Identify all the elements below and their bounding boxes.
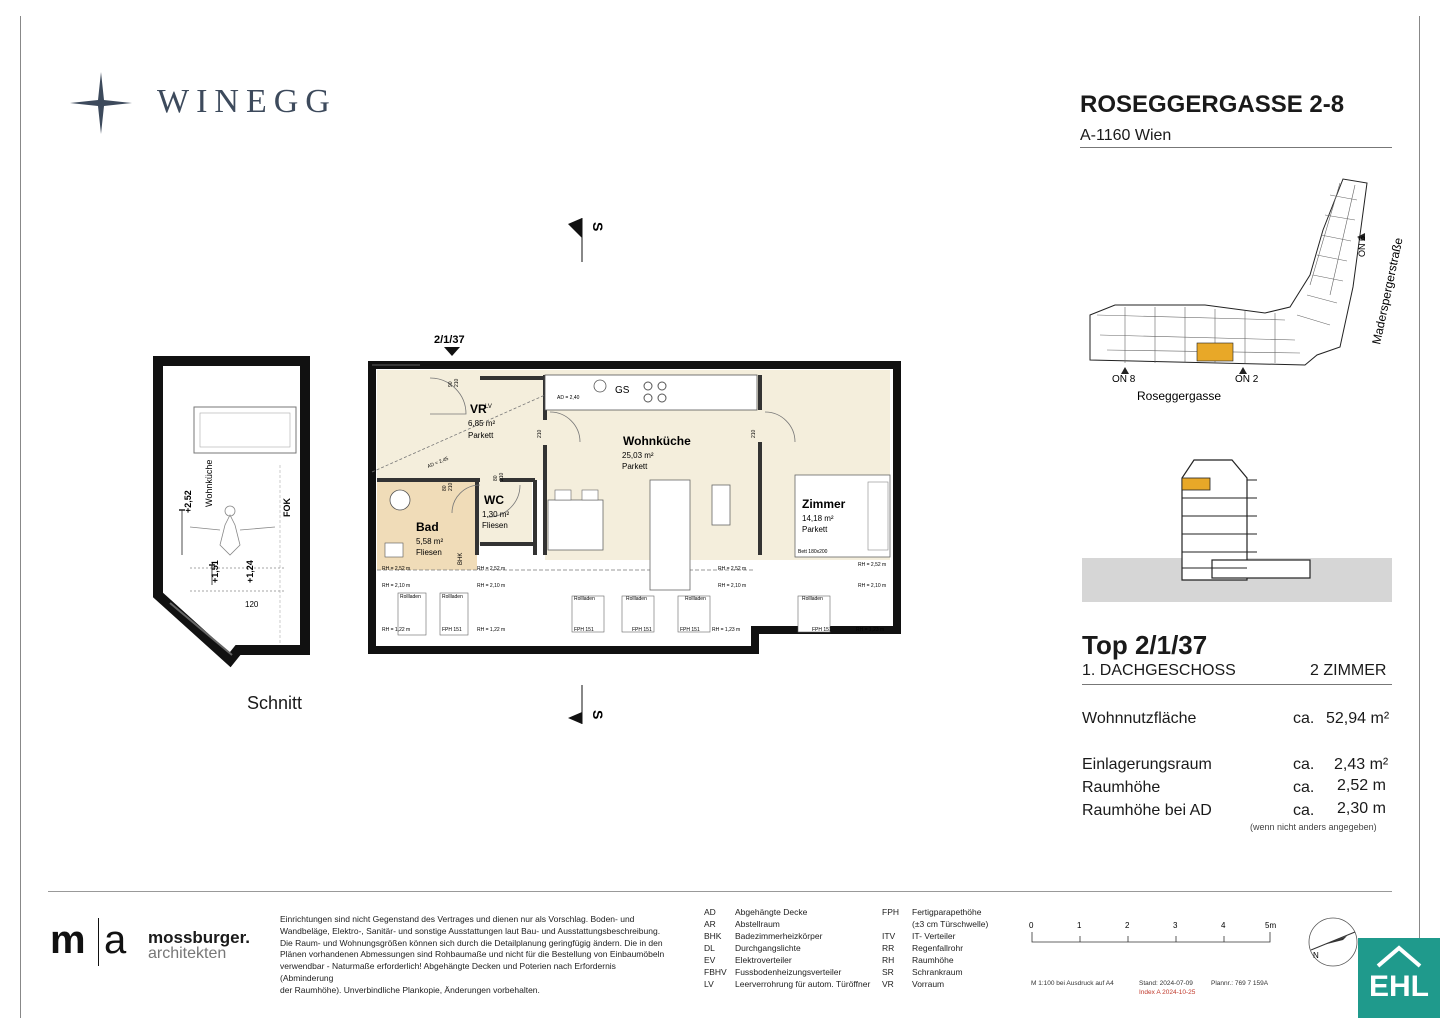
street-roseggergasse: Roseggergasse — [1137, 389, 1222, 403]
brand-name: WINEGG — [157, 83, 337, 120]
scale-bar — [1025, 918, 1285, 950]
legend-code: AD — [704, 907, 716, 917]
rh-123-kitchen: RH = 1,23 m — [712, 627, 741, 633]
unit-divider — [1082, 684, 1392, 685]
unit-highlight — [1197, 343, 1233, 361]
architect-logo-a: a — [104, 918, 127, 962]
legend-text: Regenfallrohr — [912, 943, 964, 953]
scale-tick: 0 — [1029, 921, 1034, 930]
legend-code: FPH — [882, 907, 899, 917]
section-h2: +1,51 — [210, 560, 220, 583]
unit-top: Top 2/1/37 — [1082, 630, 1208, 660]
rh-122-bad: RH = 1,22 m — [382, 627, 411, 633]
unit-section-highlight — [1182, 478, 1210, 490]
section-width: 120 — [245, 600, 259, 609]
section-fok: FOK — [282, 498, 292, 517]
door-vr-h: 210 — [454, 378, 460, 387]
room-wohnkueche-floor: Parkett — [622, 462, 648, 471]
row-value: 2,30 m — [1337, 800, 1386, 817]
legend-code: LV — [704, 979, 714, 989]
entrance-on8: ON 8 — [1112, 374, 1136, 385]
rh-210-wc: RH = 2,10 m — [477, 583, 506, 589]
plan-number: Plannr.: 769 7 159A — [1211, 980, 1269, 987]
scale-tick: 3 — [1173, 921, 1178, 930]
architect-logo-mark: m — [50, 918, 86, 962]
door-bad-w: 80 — [442, 485, 448, 491]
legend-text: Vorraum — [912, 979, 945, 989]
architect-logo-divider — [98, 918, 99, 966]
room-wc-name: WC — [484, 493, 504, 507]
rh-252-kitchen: RH = 2,52 m — [718, 566, 747, 572]
legend-code: RH — [882, 955, 895, 965]
brand-star-icon — [68, 70, 134, 136]
row-value: 2,52 m — [1337, 777, 1386, 794]
legend-code: RR — [882, 943, 895, 953]
rollladen-1: Rollladen — [400, 594, 421, 600]
kitchen-gs: GS — [615, 385, 630, 396]
architect-name: mossburger. — [148, 928, 251, 947]
legend-code: AR — [704, 919, 716, 929]
door-zimmer-h: 210 — [751, 429, 757, 438]
door-wc-h: 210 — [499, 472, 505, 481]
legend-code: EV — [704, 955, 716, 965]
house-icon — [1374, 944, 1424, 968]
door-kitchen-h: 210 — [537, 429, 543, 438]
disclaimer-line: Plänen vorhandenen Abmessungen sind Rohbaumaße und nicht für die Bestellung von Einbaumöbeln — [280, 949, 665, 960]
legend-text: Leerverrohrung für autom. Türöffner — [735, 979, 871, 989]
room-wc-area: 1,30 m² — [482, 510, 510, 519]
legend-right — [882, 906, 988, 990]
unit-note: (wenn nicht anders angegeben) — [1250, 822, 1377, 832]
section-marker-top: S — [590, 222, 606, 232]
rollladen-2: Rollladen — [442, 594, 463, 600]
floor-plan — [360, 210, 910, 730]
disclaimer-line: Die Raum- und Wohnungsgrößen können sich durch die Detailplanung geringfügig ändern. Die in den — [280, 937, 663, 948]
legend-text: Elektroverteiler — [735, 955, 792, 965]
legend-code: BHK — [704, 931, 722, 941]
row-label: Wohnnutzfläche — [1082, 710, 1197, 727]
legend-text: (±3 cm Türschwelle) — [912, 919, 989, 929]
scale-note: M 1:100 bei Ausdruck auf A4 — [1031, 980, 1114, 987]
row-ca: ca. — [1293, 779, 1315, 796]
fph-2: FPH 151 — [632, 627, 652, 633]
bed-label: Bett 180x200 — [798, 549, 828, 555]
fph-3: FPH 151 — [680, 627, 700, 633]
street-maderspergerstrasse: Maderspergerstraße — [1369, 236, 1406, 346]
legend-text: Abstellraum — [735, 919, 780, 929]
room-vr-name: VR — [470, 402, 487, 416]
scale-tick: 2 — [1125, 921, 1130, 930]
section-marker-bottom: S — [590, 710, 606, 720]
room-wc-floor: Fliesen — [482, 521, 508, 530]
door-vr-w: 90 — [448, 381, 454, 387]
rollladen-4: Rollladen — [626, 596, 647, 602]
room-bad-floor: Fliesen — [416, 548, 442, 557]
project-street: ROSEGGERGASSE 2-8 — [1080, 91, 1345, 118]
ad-245: AD = 2,45 — [426, 455, 450, 470]
disclaimer-line: verwendbar - Naturmaße erforderlich! Abgehängte Decken und Poterien nach Erfordernis (Abminderung — [280, 961, 616, 983]
section-drawing — [150, 355, 320, 675]
legend-code: SR — [882, 967, 894, 977]
section-title: Schnitt — [247, 693, 303, 713]
legend-code: VR — [882, 979, 894, 989]
door-bad-h: 210 — [448, 482, 454, 491]
rollladen-6: Rollladen — [802, 596, 823, 602]
row-ca: ca. — [1293, 710, 1315, 727]
rollladen-3: Rollladen — [574, 596, 595, 602]
legend-text: Fertigparapethöhe — [912, 907, 982, 917]
room-wohnkueche-name: Wohnküche — [623, 434, 691, 448]
row-value: 52,94 m² — [1326, 710, 1390, 727]
legend-code: FBHV — [704, 967, 727, 977]
room-vr-area: 6,85 m² — [468, 419, 496, 428]
rh-210-zimmer: RH = 2,10 m — [858, 583, 887, 589]
fph-zimmer: FPH 151 — [812, 627, 832, 633]
door-wc-w: 80 — [493, 475, 499, 481]
rh-123-zimmer: RH = 1,23 m — [856, 627, 885, 633]
lv-label: LV — [485, 404, 492, 410]
section-h3: +1,24 — [245, 560, 255, 583]
legend-text: Durchgangslichte — [735, 943, 801, 953]
rh-252-zimmer: RH = 2,52 m — [858, 562, 887, 568]
rh-122-wc: RH = 1,22 m — [477, 627, 506, 633]
ad-240: AD = 2,40 — [557, 395, 580, 401]
scale-tick: 4 — [1221, 921, 1226, 930]
fph-bad: FPH 151 — [442, 627, 462, 633]
unit-floor: 1. DACHGESCHOSS — [1082, 662, 1236, 679]
rh-210-kitchen: RH = 2,10 m — [718, 583, 747, 589]
north-label: N — [1313, 951, 1319, 960]
room-zimmer-floor: Parkett — [802, 525, 828, 534]
north-arrow-icon — [1303, 912, 1363, 972]
row-label: Raumhöhe — [1082, 779, 1161, 796]
room-bad-area: 5,58 m² — [416, 537, 444, 546]
room-zimmer-name: Zimmer — [802, 497, 846, 511]
row-label: Einlagerungsraum — [1082, 756, 1212, 773]
architect-sub: architekten — [148, 945, 227, 962]
room-wohnkueche-area: 25,03 m² — [622, 451, 654, 460]
row-value: 2,43 m² — [1334, 756, 1389, 773]
rh-252-bad: RH = 2,52 m — [382, 566, 411, 572]
bath-bhk: BHK — [458, 552, 464, 565]
entrance-on6: ON 6 — [1357, 235, 1367, 257]
fph-1: FPH 151 — [574, 627, 594, 633]
rollladen-5: Rollladen — [685, 596, 706, 602]
unit-rooms: 2 ZIMMER — [1310, 662, 1387, 679]
disclaimer-line: Einrichtungen sind nicht Gegenstand des Vertrages und dienen nur als Vorschlag. Boden- und — [280, 914, 635, 924]
footer-divider — [48, 891, 1392, 892]
legend-text: Fussbodenheizungsverteiler — [735, 967, 842, 977]
section-room: Wohnküche — [204, 459, 214, 507]
disclaimer-line: Wandbeläge, Elektro-, Sanitär- und sonstige Ausstattungen laut Bau- und Ausstattungsbeschreibung. — [280, 925, 661, 936]
legend-text: Schrankraum — [912, 967, 963, 977]
disclaimer-line: der Raumhöhe). Unverbindliche Plankopie, Änderungen vorbehalten. — [280, 984, 540, 995]
legend-text: Abgehängte Decke — [735, 907, 808, 917]
row-label: Raumhöhe bei AD — [1082, 802, 1212, 819]
entrance-on2: ON 2 — [1235, 374, 1259, 385]
room-zimmer-area: 14,18 m² — [802, 514, 834, 523]
building-section — [1082, 450, 1392, 602]
legend-text: IT- Verteiler — [912, 931, 956, 941]
room-vr-floor: Parkett — [468, 431, 494, 440]
stand-date: Stand: 2024-07-09 — [1139, 980, 1193, 987]
legend-text: Badezimmerheizkörper — [735, 931, 823, 941]
unit-marker: 2/1/37 — [434, 334, 465, 346]
section-h1: +2,52 — [183, 490, 193, 513]
row-ca: ca. — [1293, 802, 1315, 819]
rh-252-wc: RH = 2,52 m — [477, 566, 506, 572]
ehl-logo — [1358, 938, 1440, 1018]
address-divider — [1080, 147, 1392, 148]
scale-tick: 1 — [1077, 921, 1082, 930]
room-bad-name: Bad — [416, 520, 439, 534]
ehl-text: EHL — [1369, 970, 1429, 1003]
scale-tick: 5m — [1265, 921, 1277, 930]
legend-text: Raumhöhe — [912, 955, 954, 965]
project-city: A-1160 Wien — [1080, 127, 1172, 144]
legend-code: ITV — [882, 931, 896, 941]
legend-code: DL — [704, 943, 715, 953]
rh-210-bad: RH = 2,10 m — [382, 583, 411, 589]
disclaimer — [280, 914, 670, 997]
site-plan — [1085, 175, 1406, 405]
index-date: Index A 2024-10-25 — [1139, 989, 1196, 996]
row-ca: ca. — [1293, 756, 1315, 773]
legend-left — [704, 906, 870, 990]
